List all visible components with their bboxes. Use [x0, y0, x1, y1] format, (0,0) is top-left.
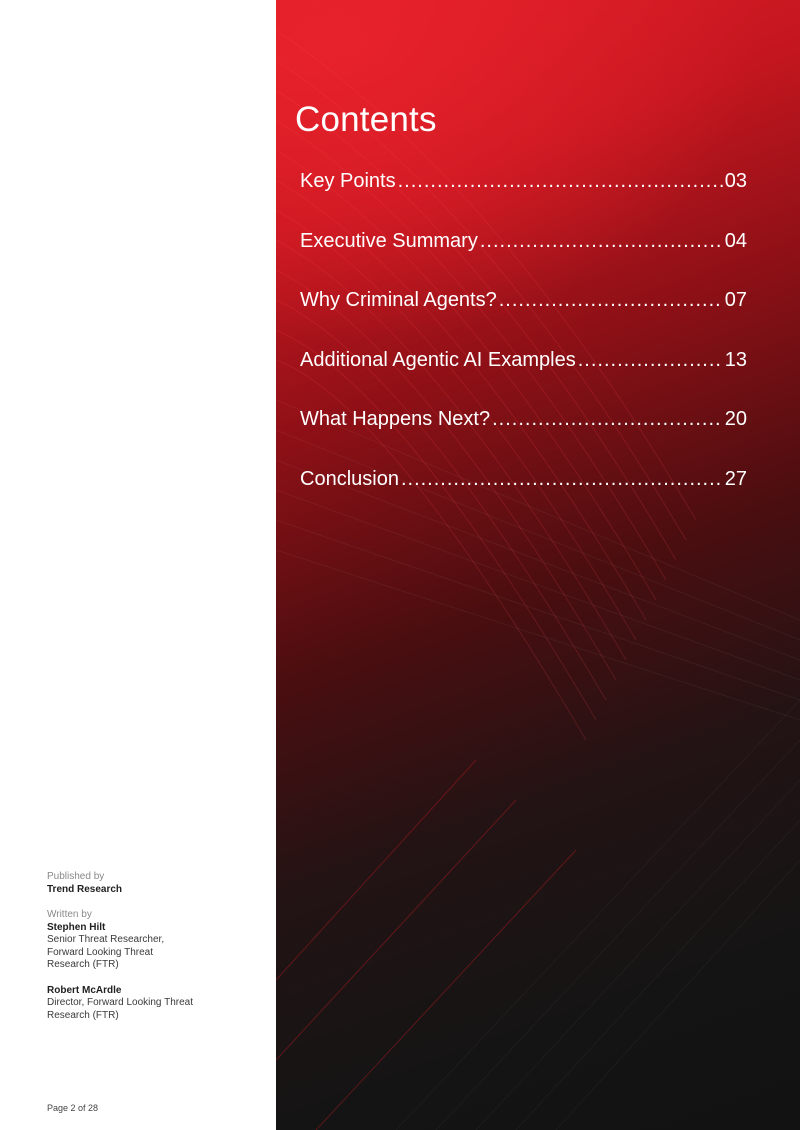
table-of-contents	[300, 170, 747, 528]
toc-entry-page: 20	[724, 408, 747, 431]
page-number: Page 2 of 28	[47, 1103, 99, 1113]
author-title-line: Director, Forward Looking Threat	[47, 997, 193, 1008]
author-name: Stephen Hilt	[47, 921, 106, 933]
toc-entry-label: Executive Summary	[300, 229, 478, 252]
toc-entry-executive-summary[interactable]	[300, 230, 747, 290]
toc-entry-why-criminal-agents[interactable]	[300, 289, 747, 349]
left-panel	[0, 0, 276, 1130]
toc-entry-label: Additional Agentic AI Examples	[300, 348, 576, 371]
toc-entry-page: 03	[724, 170, 747, 192]
toc-entry-additional-agentic-ai-examples[interactable]	[300, 349, 747, 409]
publisher-name: Trend Research	[47, 883, 123, 895]
dot-leader	[499, 289, 723, 312]
credits	[47, 871, 262, 1022]
author-name: Robert McArdle	[47, 984, 122, 996]
written-by-label: Written by	[47, 909, 92, 920]
toc-entry-what-happens-next[interactable]	[300, 408, 747, 468]
published-by-label: Published by	[47, 871, 105, 882]
toc-entry-label: Key Points	[300, 170, 396, 192]
dot-leader	[492, 408, 723, 431]
cover-panel	[276, 0, 800, 1130]
toc-entry-label: What Happens Next?	[300, 408, 491, 431]
toc-entry-label: Conclusion	[300, 467, 399, 490]
toc-entry-page: 13	[724, 348, 747, 371]
author-title-line: Forward Looking Threat	[47, 946, 153, 958]
toc-entry-page: 27	[724, 467, 747, 490]
dot-leader	[480, 230, 723, 253]
toc-entry-label: Why Criminal Agents?	[300, 289, 497, 312]
toc-entry-page: 07	[724, 289, 747, 312]
dot-leader	[578, 349, 723, 372]
author-title-line: Research (FTR)	[47, 1009, 119, 1021]
author-title-line: Senior Threat Researcher,	[47, 934, 165, 945]
toc-entry-conclusion[interactable]	[300, 468, 747, 528]
dot-leader	[401, 468, 723, 491]
contents-title: Contents	[295, 100, 437, 139]
toc-entry-key-points[interactable]	[300, 170, 747, 230]
dot-leader	[398, 170, 723, 193]
author-title-line: Research (FTR)	[47, 959, 119, 970]
toc-entry-page: 04	[724, 229, 747, 252]
